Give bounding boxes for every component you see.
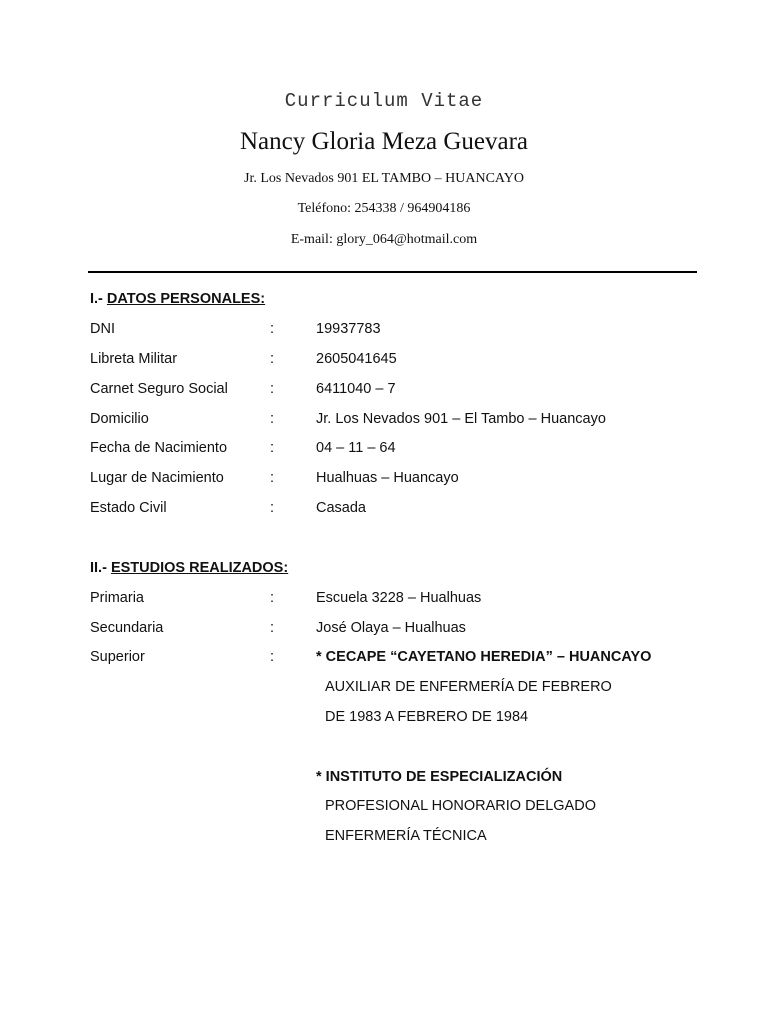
row-label: Superior	[90, 649, 145, 665]
personal-row	[0, 381, 768, 401]
row-label: Secundaria	[90, 620, 164, 636]
row-label: Carnet Seguro Social	[90, 381, 228, 397]
row-value: 2605041645	[316, 351, 397, 367]
row-label: Libreta Militar	[90, 351, 178, 367]
row-separator: :	[270, 351, 275, 367]
institute-heading: * INSTITUTO DE ESPECIALIZACIÓN	[316, 769, 563, 785]
row-value: 6411040 – 7	[316, 381, 396, 397]
row-separator: :	[270, 620, 275, 636]
institute-detail-line: ENFERMERÍA TÉCNICA	[325, 828, 487, 844]
section-heading-studies	[90, 560, 288, 576]
row-value: 04 – 11 – 64	[316, 440, 396, 456]
studies-row	[0, 620, 768, 640]
row-value: 19937783	[316, 321, 381, 337]
row-value: Hualhuas – Huancayo	[316, 470, 459, 486]
row-label: Lugar de Nacimiento	[90, 470, 224, 486]
row-value: Casada	[316, 500, 366, 516]
row-value: Escuela 3228 – Hualhuas	[316, 590, 482, 606]
row-value: * CECAPE “CAYETANO HEREDIA” – HUANCAYO	[316, 649, 652, 665]
personal-row	[0, 470, 768, 490]
header-divider	[88, 271, 697, 273]
row-value: José Olaya – Hualhuas	[316, 620, 466, 636]
row-separator: :	[270, 500, 275, 516]
superior-detail-line: DE 1983 A FEBRERO DE 1984	[325, 709, 529, 725]
row-separator: :	[270, 649, 275, 665]
row-separator: :	[270, 440, 275, 456]
row-separator: :	[270, 381, 275, 397]
personal-row	[0, 321, 768, 341]
document-title: Curriculum Vitae	[284, 90, 484, 112]
person-name: Nancy Gloria Meza Guevara	[239, 128, 529, 155]
section-prefix: II.-	[90, 560, 107, 576]
address-line: Jr. Los Nevados 901 EL TAMBO – HUANCAYO	[244, 171, 524, 186]
studies-row	[0, 590, 768, 610]
row-separator: :	[270, 470, 275, 486]
row-value: Jr. Los Nevados 901 – El Tambo – Huancayo	[316, 411, 606, 427]
studies-row	[0, 649, 768, 669]
section-title: ESTUDIOS REALIZADOS:	[110, 560, 289, 576]
row-label: Primaria	[90, 590, 144, 606]
row-label: Fecha de Nacimiento	[90, 440, 228, 456]
row-separator: :	[270, 411, 275, 427]
phone-line: Teléfono: 254338 / 964904186	[297, 201, 471, 216]
section-prefix: I.-	[90, 291, 103, 307]
row-separator: :	[270, 321, 275, 337]
section-heading-personal	[90, 291, 265, 307]
personal-row	[0, 351, 768, 371]
institute-detail-line: PROFESIONAL HONORARIO DELGADO	[325, 798, 596, 814]
row-separator: :	[270, 590, 275, 606]
row-label: Domicilio	[90, 411, 149, 427]
row-label: Estado Civil	[90, 500, 167, 516]
row-label: DNI	[90, 321, 115, 337]
personal-row	[0, 440, 768, 460]
section-title: DATOS PERSONALES:	[106, 291, 266, 307]
personal-row	[0, 500, 768, 520]
superior-detail-line: AUXILIAR DE ENFERMERÍA DE FEBRERO	[325, 679, 612, 695]
personal-row	[0, 411, 768, 431]
email-line: E-mail: glory_064@hotmail.com	[290, 232, 478, 247]
